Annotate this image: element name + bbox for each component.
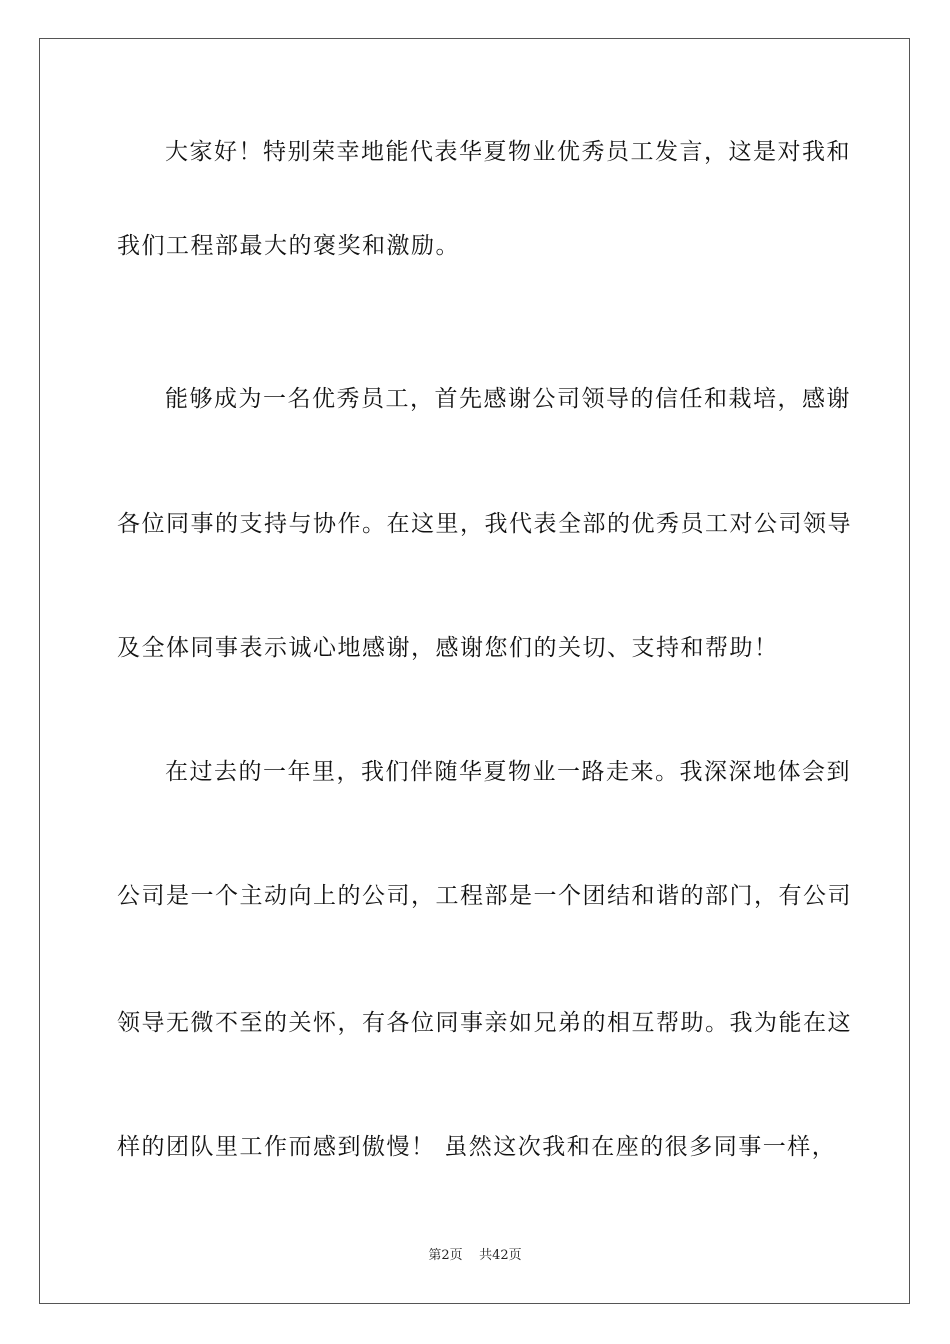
page-border (39, 38, 910, 1304)
paragraph-3-line-4: 样的团队里工作而感到傲慢！ 虽然这次我和在座的很多同事一样， (117, 1134, 837, 1160)
page-footer (0, 1247, 950, 1265)
paragraph-1-line-1: 大家好！特别荣幸地能代表华夏物业优秀员工发言，这是对我和 (165, 139, 851, 165)
paragraph-2-line-1: 能够成为一名优秀员工，首先感谢公司领导的信任和栽培，感谢 (165, 386, 851, 412)
paragraph-2-line-2: 各位同事的支持与协作。在这里，我代表全部的优秀员工对公司领导 (117, 511, 852, 537)
page-number: 第2页 (428, 1248, 463, 1263)
paragraph-1-line-2: 我们工程部最大的褒奖和激励。 (117, 233, 460, 259)
page-total: 共42页 (479, 1248, 522, 1263)
paragraph-3-line-3: 领导无微不至的关怀，有各位同事亲如兄弟的相互帮助。我为能在这 (117, 1010, 852, 1036)
paragraph-3-line-1: 在过去的一年里，我们伴随华夏物业一路走来。我深深地体会到 (165, 759, 851, 785)
paragraph-3-line-2: 公司是一个主动向上的公司，工程部是一个团结和谐的部门，有公司 (117, 883, 852, 909)
paragraph-2-line-3: 及全体同事表示诚心地感谢，感谢您们的关切、支持和帮助！ (117, 635, 779, 661)
